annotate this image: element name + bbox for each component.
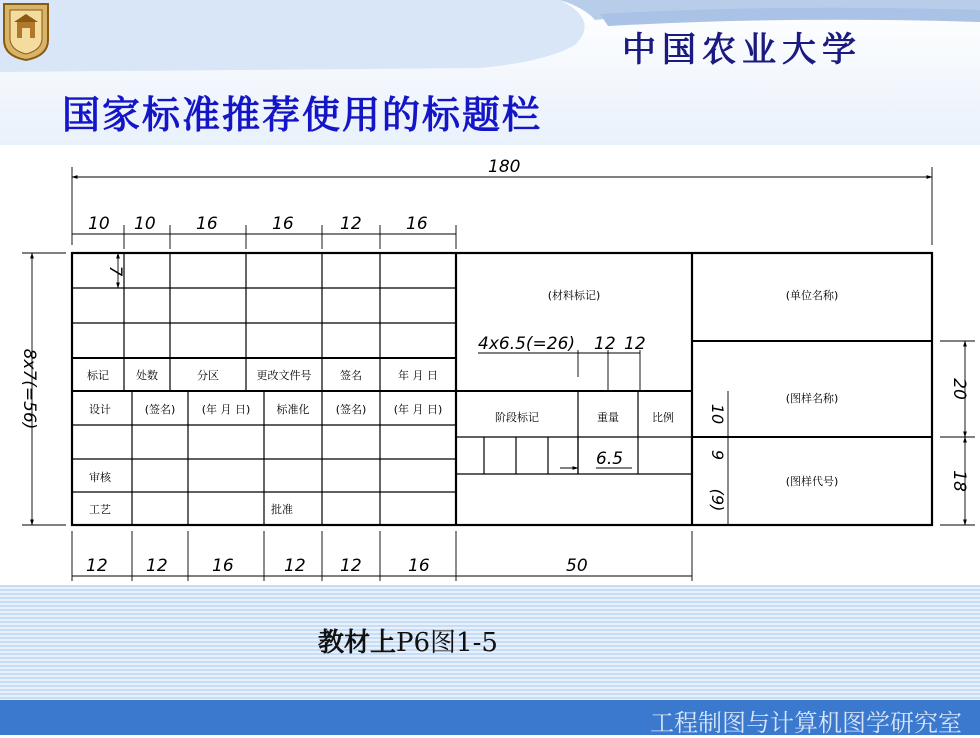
zone-label: 分区 [197, 369, 219, 382]
design-date-label: (年 月 日) [201, 403, 251, 416]
std-signature-label: (签名) [335, 403, 367, 416]
lab-name: 工程制图与计算机图学研究室 [650, 709, 962, 737]
dim-left-height: 8x7(=56) [19, 348, 39, 430]
dim-top-1: 10 [88, 214, 110, 234]
standardization-label: 标准化 [276, 403, 310, 416]
university-emblem-icon [0, 0, 52, 62]
dim-col-12a: 12 [594, 334, 616, 354]
signature-label: 签名 [340, 369, 362, 382]
dim-bottom-6: 16 [408, 556, 430, 576]
caption-text: 教材上 [318, 628, 397, 658]
stage-mark-label: 阶段标记 [495, 411, 539, 424]
dim-v-9b: (9) [708, 488, 727, 512]
dim-bottom-5: 12 [340, 556, 362, 576]
std-date-label: (年 月 日) [393, 403, 443, 416]
dim-v-9: 9 [708, 449, 727, 461]
dim-total-width: 180 [488, 157, 521, 177]
approve-label: 批准 [271, 503, 293, 516]
process-label: 工艺 [89, 503, 111, 516]
scale-label: 比例 [652, 411, 674, 424]
dim-top-4: 16 [272, 214, 294, 234]
header-band [0, 0, 980, 145]
dim-bottom-7: 50 [566, 556, 588, 576]
dim-bottom-1: 12 [86, 556, 108, 576]
page-title: 国家标准推荐使用的标题栏 [62, 93, 543, 137]
unit-name-label: (单位名称) [785, 289, 839, 302]
weight-label: 重量 [597, 411, 619, 424]
material-mark-label: (材料标记) [547, 289, 601, 302]
dim-bottom-4: 12 [284, 556, 306, 576]
dim-material-subdivision: 4x6.5(=26) [478, 334, 576, 354]
count-label: 处数 [136, 369, 158, 382]
figure-caption [318, 622, 498, 659]
review-label: 审核 [89, 471, 111, 484]
dim-col-12b: 12 [624, 334, 646, 354]
caption-reference: P6图1-5 [396, 628, 498, 658]
drawing-name-label: (图样名称) [785, 392, 839, 405]
dim-cell-height: 7 [105, 265, 125, 277]
dim-top-6: 16 [406, 214, 428, 234]
date-label: 年 月 日 [398, 369, 438, 382]
university-name: 中国农业大学 [622, 30, 862, 70]
dim-v-10: 10 [708, 403, 727, 425]
dim-top-5: 12 [340, 214, 362, 234]
change-doc-label: 更改文件号 [256, 369, 312, 382]
dim-bottom-3: 16 [212, 556, 234, 576]
dim-right-20: 20 [949, 378, 969, 400]
dim-top-3: 16 [196, 214, 218, 234]
design-label: 设计 [89, 403, 111, 416]
title-block-drawing [0, 145, 980, 585]
design-signature-label: (签名) [144, 403, 176, 416]
dim-bottom-2: 12 [146, 556, 168, 576]
drawing-code-label: (图样代号) [785, 475, 839, 488]
mark-label: 标记 [87, 369, 109, 382]
dim-right-18: 18 [949, 470, 969, 492]
dim-stage-mark-height: 6.5 [596, 449, 624, 469]
dim-top-2: 10 [134, 214, 156, 234]
